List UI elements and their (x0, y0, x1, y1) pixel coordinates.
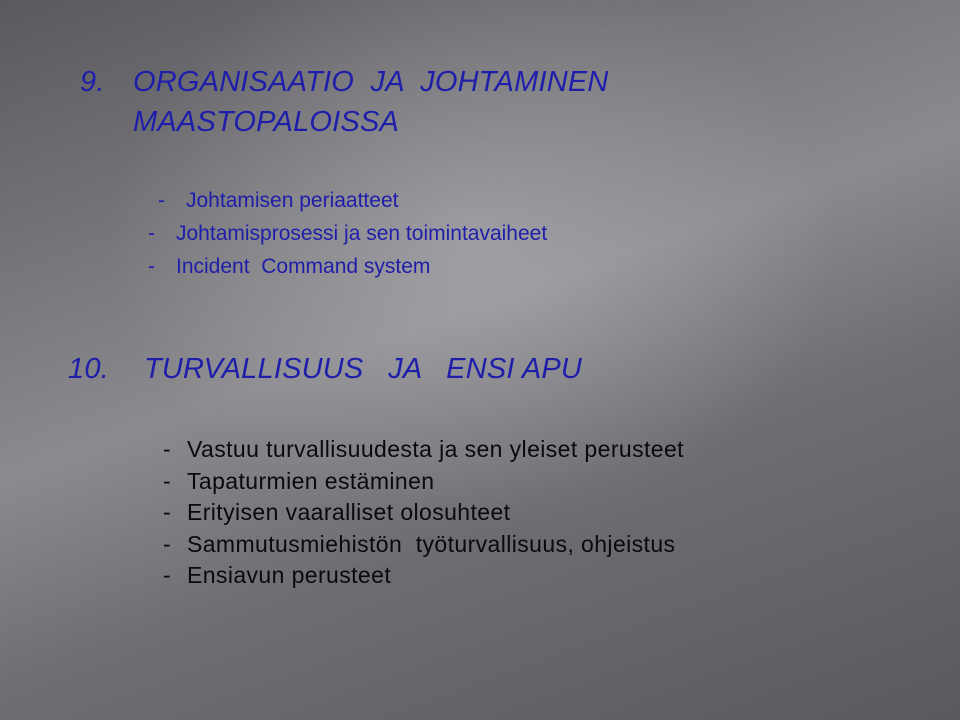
list-item-text: Vastuu turvallisuudesta ja sen yleiset perusteet (187, 436, 684, 462)
list-item (163, 560, 684, 592)
list-item (163, 466, 684, 498)
list-item (163, 529, 684, 561)
bullet-dash: - (163, 467, 172, 494)
list-item-text: Tapaturmien estäminen (187, 467, 435, 494)
section-10-list (163, 434, 684, 592)
section-9-number: 9. (80, 66, 105, 98)
list-item (148, 184, 547, 217)
list-item (163, 434, 684, 466)
section-9-list (148, 184, 547, 283)
section-10-number: 10. (68, 353, 109, 385)
list-item-text: Johtamisprosessi ja sen toimintavaiheet (176, 222, 548, 245)
bullet-dash: - (163, 499, 172, 525)
list-item (163, 497, 684, 529)
list-item-text: Incident Command system (176, 255, 431, 278)
list-item-text: Erityisen vaaralliset olosuhteet (187, 499, 511, 525)
section-9-title-line-1: ORGANISAATIO JA JOHTAMINEN (133, 66, 609, 98)
bullet-dash: - (163, 562, 172, 588)
list-item-text: Johtamisen periaatteet (186, 189, 399, 212)
section-10-title: TURVALLISUUS JA ENSI APU (144, 353, 583, 385)
bullet-dash: - (163, 436, 172, 462)
bullet-dash: - (148, 255, 155, 278)
list-item-text: Sammutusmiehistön työturvallisuus, ohjeistus (187, 530, 676, 557)
bullet-dash: - (148, 222, 155, 245)
list-item (148, 217, 547, 250)
bullet-dash: - (163, 530, 172, 557)
bullet-dash: - (158, 189, 165, 212)
section-9-title (133, 62, 733, 142)
list-item-text: Ensiavun perusteet (187, 562, 392, 588)
section-9-title-line-2: MAASTOPALOISSA (133, 106, 400, 138)
list-item (148, 250, 547, 283)
